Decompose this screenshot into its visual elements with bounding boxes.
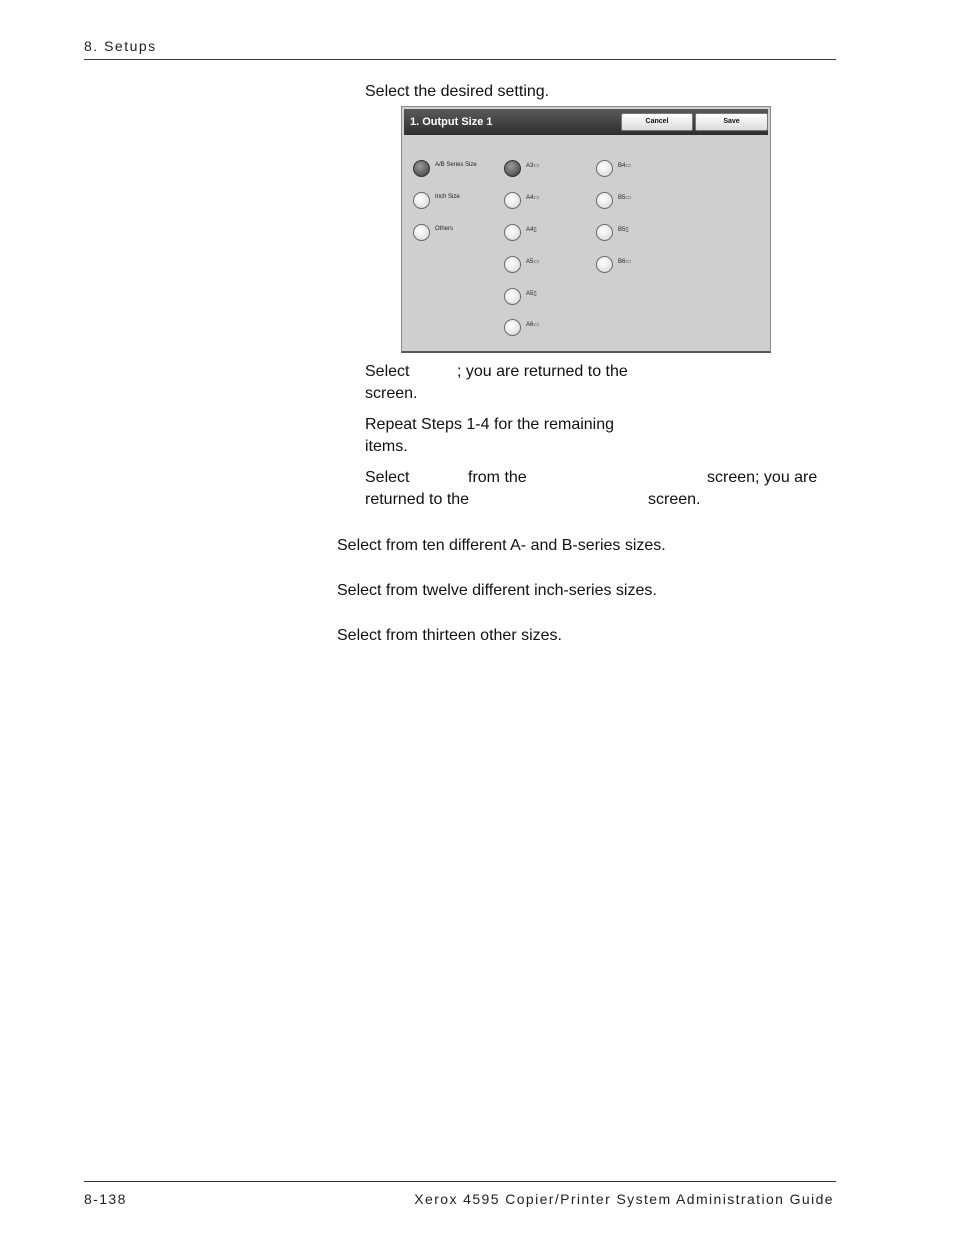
- footer-rule: [84, 1181, 836, 1182]
- step-4-select: Select: [365, 469, 410, 486]
- option-label: A4▯: [526, 227, 537, 233]
- desc-inch-series: Select from twelve different inch-series sizes.: [337, 582, 657, 599]
- radio-selected-icon: [504, 160, 521, 177]
- option-label: A3▭: [526, 163, 540, 169]
- step-4-from-the: from the: [468, 469, 527, 486]
- cancel-button[interactable]: Cancel: [621, 113, 693, 131]
- output-size-screen: [401, 106, 771, 353]
- step-3-repeat: Repeat Steps 1-4 for the remaining: [365, 416, 615, 433]
- step-3-items: items.: [365, 438, 408, 455]
- option-label: A4▭: [526, 195, 540, 201]
- option-label: A/B Series Size: [435, 162, 477, 168]
- option-label: A5▯: [526, 291, 537, 297]
- desc-ab-series: Select from ten different A- and B-series sizes.: [337, 537, 666, 554]
- radio-icon: [504, 256, 521, 273]
- radio-icon: [596, 192, 613, 209]
- radio-icon: [596, 224, 613, 241]
- option-label: B6▭: [618, 259, 632, 265]
- radio-icon: [504, 224, 521, 241]
- radio-icon: [413, 192, 430, 209]
- save-button[interactable]: Save: [695, 113, 768, 131]
- step-4-screen: screen.: [648, 491, 701, 508]
- running-header: 8. Setups: [84, 38, 157, 54]
- step-4-returned-to-the: returned to the: [365, 491, 470, 508]
- option-label: Others: [435, 226, 454, 232]
- option-label: A6▭: [526, 322, 540, 328]
- header-rule: [84, 59, 836, 60]
- radio-icon: [504, 192, 521, 209]
- page-number: 8-138: [84, 1191, 127, 1207]
- step-4-screen-you-are: screen; you are: [707, 469, 818, 486]
- step-2-select: Select: [365, 363, 410, 380]
- screen-titlebar: [404, 109, 768, 135]
- radio-icon: [504, 288, 521, 305]
- screen-title: 1. Output Size 1: [410, 116, 493, 128]
- option-label: A5▭: [526, 259, 540, 265]
- option-label: B4▭: [618, 163, 632, 169]
- option-label: B5▯: [618, 227, 629, 233]
- step-2-screen: screen.: [365, 385, 418, 402]
- radio-icon: [504, 319, 521, 336]
- radio-icon: [413, 224, 430, 241]
- desc-others: Select from thirteen other sizes.: [337, 627, 562, 644]
- option-label: B5▭: [618, 195, 632, 201]
- option-label: Inch Size: [435, 194, 460, 200]
- radio-icon: [596, 160, 613, 177]
- step-2-returned: ; you are returned to the: [457, 363, 628, 380]
- radio-selected-icon: [413, 160, 430, 177]
- radio-icon: [596, 256, 613, 273]
- guide-title: Xerox 4595 Copier/Printer System Administration Guide: [414, 1191, 834, 1207]
- step-1-text: Select the desired setting.: [365, 83, 550, 100]
